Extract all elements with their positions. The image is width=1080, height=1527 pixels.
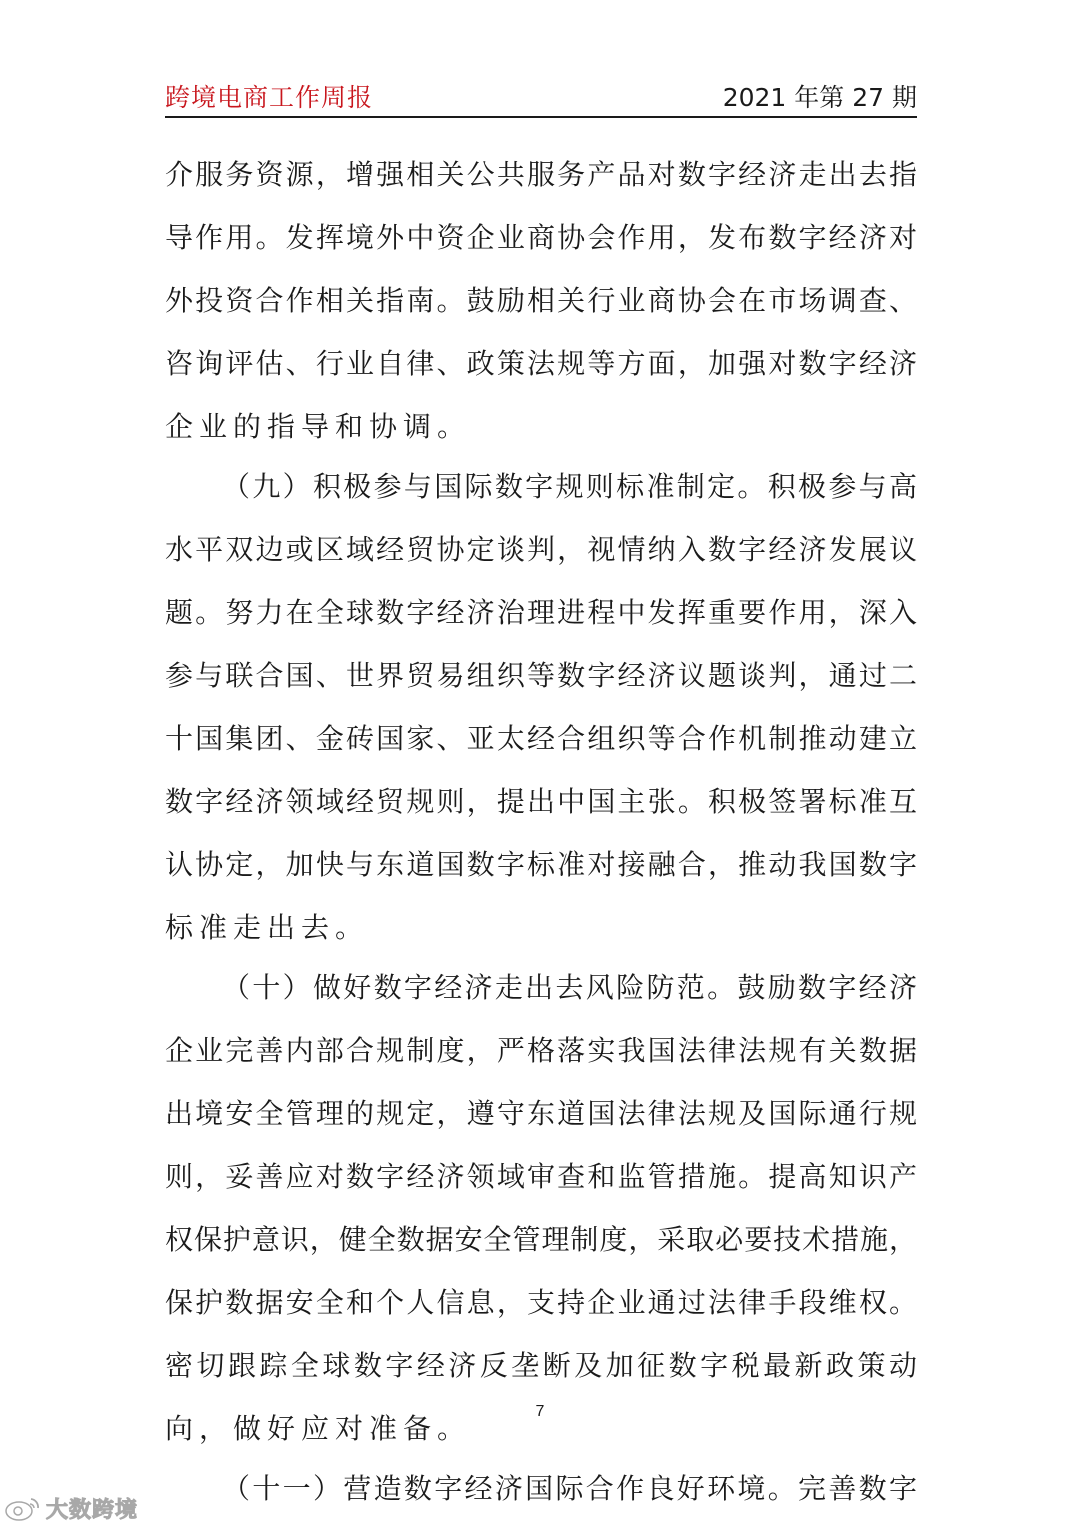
text-line: 咨询评估、行业自律、政策法规等方面，加强对数字经济 xyxy=(165,347,917,380)
page-number: 7 xyxy=(535,1403,545,1420)
text-line: 水平双边或区域经贸协定谈判，视情纳入数字经济发展议 xyxy=(165,533,917,566)
text-line: 介服务资源，增强相关公共服务产品对数字经济走出去指 xyxy=(165,158,917,191)
text-line: 出境安全管理的规定，遵守东道国法律法规及国际通行规 xyxy=(165,1097,917,1130)
text-line: 向，做好应对准备。 xyxy=(165,1412,472,1445)
text-line: 题。努力在全球数字经济治理进程中发挥重要作用，深入 xyxy=(165,596,917,629)
text-line: 企业完善内部合规制度，严格落实我国法律法规有关数据 xyxy=(165,1034,917,1067)
text-line: 数字经济领域经贸规则，提出中国主张。积极签署标准互 xyxy=(165,785,917,818)
watermark-text: 大数跨境 xyxy=(46,1497,139,1523)
text-line: 密切跟踪全球数字经济反垄断及加征数字税最新政策动 xyxy=(165,1349,917,1382)
text-line: （十）做好数字经济走出去风险防范。鼓励数字经济 xyxy=(222,971,917,1004)
page-header xyxy=(165,76,917,118)
text-line: （十一）营造数字经济国际合作良好环境。完善数字 xyxy=(222,1472,917,1505)
text-line: （九）积极参与国际数字规则标准制定。积极参与高 xyxy=(222,470,917,503)
text-line: 外投资合作相关指南。鼓励相关行业商协会在市场调查、 xyxy=(165,284,917,317)
watermark xyxy=(4,1492,138,1524)
text-line: 导作用。发挥境外中资企业商协会作用，发布数字经济对 xyxy=(165,221,917,254)
text-line: 参与联合国、世界贸易组织等数字经济议题谈判，通过二 xyxy=(165,659,917,692)
header-issue: 2021 年第 27 期 xyxy=(722,83,917,112)
text-line: 标准走出去。 xyxy=(165,911,370,944)
weibo-style-logo-icon xyxy=(4,1493,42,1523)
text-line: 认协定，加快与东道国数字标准对接融合，推动我国数字 xyxy=(165,848,917,881)
text-line: 保护数据安全和个人信息，支持企业通过法律手段维权。 xyxy=(165,1286,917,1319)
text-line: 则，妥善应对数字经济领域审查和监管措施。提高知识产 xyxy=(165,1160,917,1193)
text-line: 权保护意识，健全数据安全管理制度，采取必要技术措施， xyxy=(165,1223,917,1256)
header-title: 跨境电商工作周报 xyxy=(165,83,374,112)
text-line: 企业的指导和协调。 xyxy=(165,410,472,443)
text-line: 十国集团、金砖国家、亚太经合组织等合作机制推动建立 xyxy=(165,722,917,755)
